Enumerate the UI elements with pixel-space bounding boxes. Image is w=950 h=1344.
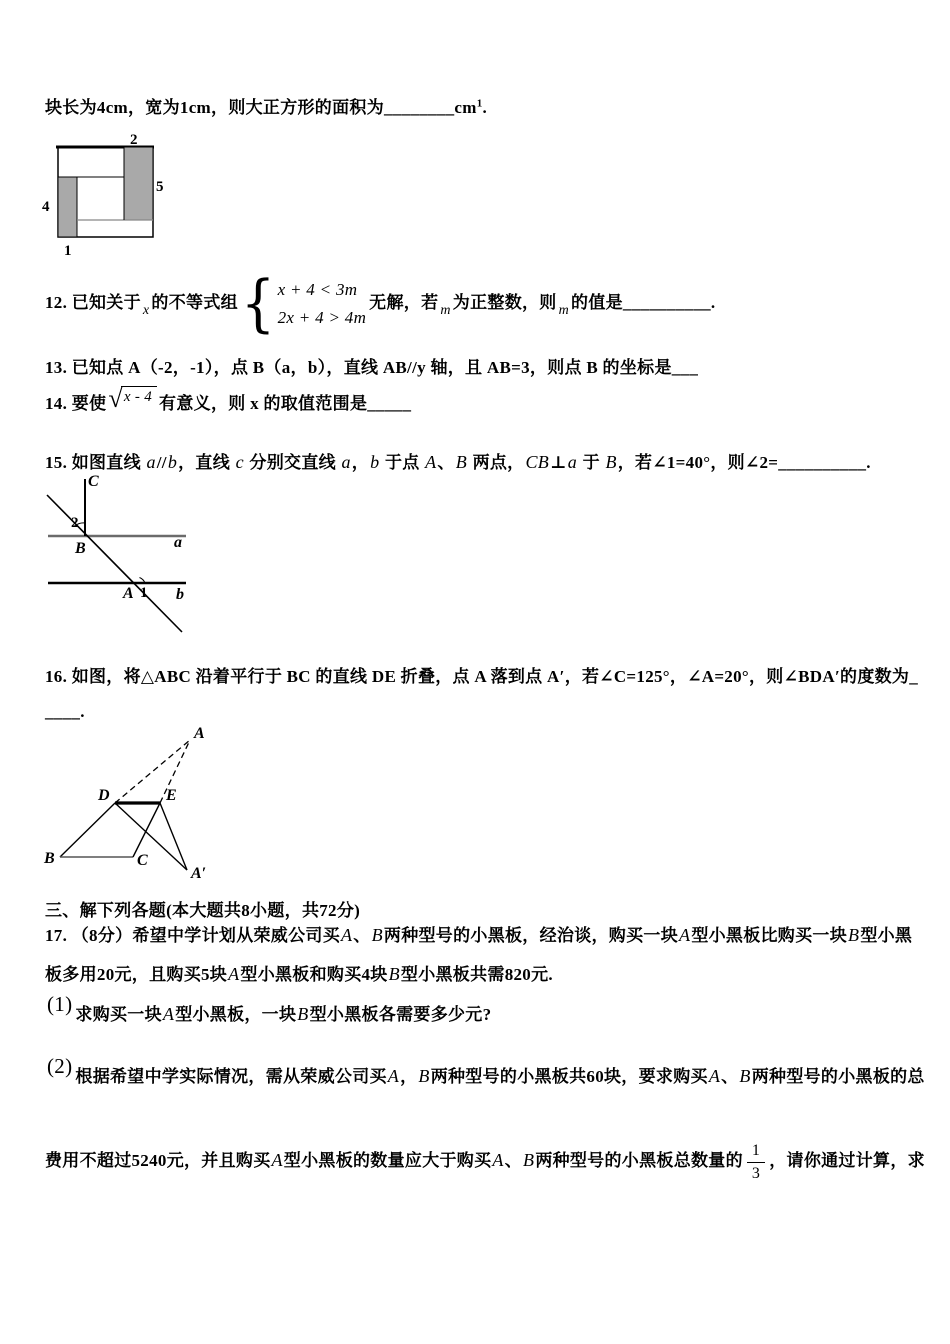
segment-DB: [60, 803, 115, 857]
q15-fig-label-A: A: [123, 585, 134, 602]
q17-line2: 板多用20元，且购买5块A型小黑板和购买4块B型小黑板共需820元.: [45, 964, 553, 984]
segment-EAprime: [160, 803, 187, 870]
q16-fig-label-A: A: [194, 725, 205, 742]
q16-fig-label-D: D: [98, 787, 110, 804]
q17-part1: [47, 992, 492, 1026]
q16-text-line2: ____.: [45, 702, 85, 721]
q15-fig-label-C: C: [88, 473, 99, 490]
q15-fig-label-angle2: 2: [71, 515, 79, 531]
q12-text: 12. 已知关于 $_x$ 的不等式组 { x + 4 < 3m 2x + 4 > 4m 无解，若 $_m$ 为正整数，则 $_m$ 的值是__________.: [45, 267, 716, 340]
q15-fig-label-b: b: [176, 586, 184, 603]
q16-fig-label-Aprime: A′: [191, 865, 207, 882]
q17-line1: 17. （8分）希望中学计划从荣威公司买A、B两种型号的小黑板，经治谈，购买一块A型小黑板比购买一块B型小黑: [45, 925, 913, 945]
q15-fig-label-angle1: 1: [140, 585, 148, 601]
q17-continuation: 费用不超过5240元，并且购买A型小黑板的数量应大于购买A、B两种型号的小黑板总数量的 $\frac{1}{3}$ ，请你通过计算，求: [45, 1142, 925, 1182]
segment-DAprime: [115, 803, 187, 870]
q16-figure: [40, 722, 235, 887]
q16-fig-label-E: E: [166, 787, 177, 804]
line-c: [47, 495, 182, 632]
q17-part2: [47, 1054, 925, 1088]
q11-text: 块长为4cm，宽为1cm，则大正方形的面积为$\_\_\_\_\_\_\_\_cm^1$.: [45, 97, 488, 117]
q15-figure: [40, 470, 200, 640]
q14-text: 14. 要使 √ x - 4 有意义，则 x 的取值范围是_____: [45, 384, 412, 413]
segment-CE: [133, 803, 160, 857]
q11-fig-label-4: 4: [42, 199, 50, 215]
q13-text: 13. 已知点 A（-2，-1），点 B（a，b），直线 AB//y 轴，且 AB=3，则点 B 的坐标是___: [45, 358, 699, 377]
part2-text: 根据希望中学实际情况，需从荣威公司买A，B两种型号的小黑板共60块，要求购买A、B两种型号的小黑板的总: [75, 1066, 925, 1086]
gray-rect-left: [58, 177, 77, 237]
part1-marker: (1): [47, 992, 73, 1016]
dashed-DA: [115, 740, 190, 803]
q11-fig-label-2: 2: [130, 132, 138, 148]
q11-figure: [40, 131, 190, 261]
q11-fig-label-5: 5: [156, 179, 164, 195]
gray-rect-right: [124, 147, 153, 220]
q16-fig-label-C: C: [137, 852, 148, 869]
q15-fig-label-B: B: [75, 540, 86, 557]
q11-fig-label-1: 1: [64, 243, 72, 259]
section-heading: 三、解下列各题(本大题共8小题，共72分): [45, 901, 361, 920]
q16-fig-label-B: B: [44, 850, 55, 867]
part1-text: 求购买一块A型小黑板，一块B型小黑板各需要多少元?: [75, 1004, 492, 1024]
q16-text-line1: 16. 如图，将△ABC 沿着平行于 BC 的直线 DE 折叠，点 A 落到点 A′，若∠C=125°，∠A=20°，则∠BDA′的度数为_: [45, 667, 919, 686]
part2-marker: (2): [47, 1054, 73, 1078]
q15-text: 15. 如图直线 a//b，直线 c 分别交直线 a，b 于点 A、B 两点，CB⊥a 于 B，若∠1=40°，则∠2=__________.: [45, 452, 871, 472]
q15-fig-label-a: a: [174, 534, 182, 551]
